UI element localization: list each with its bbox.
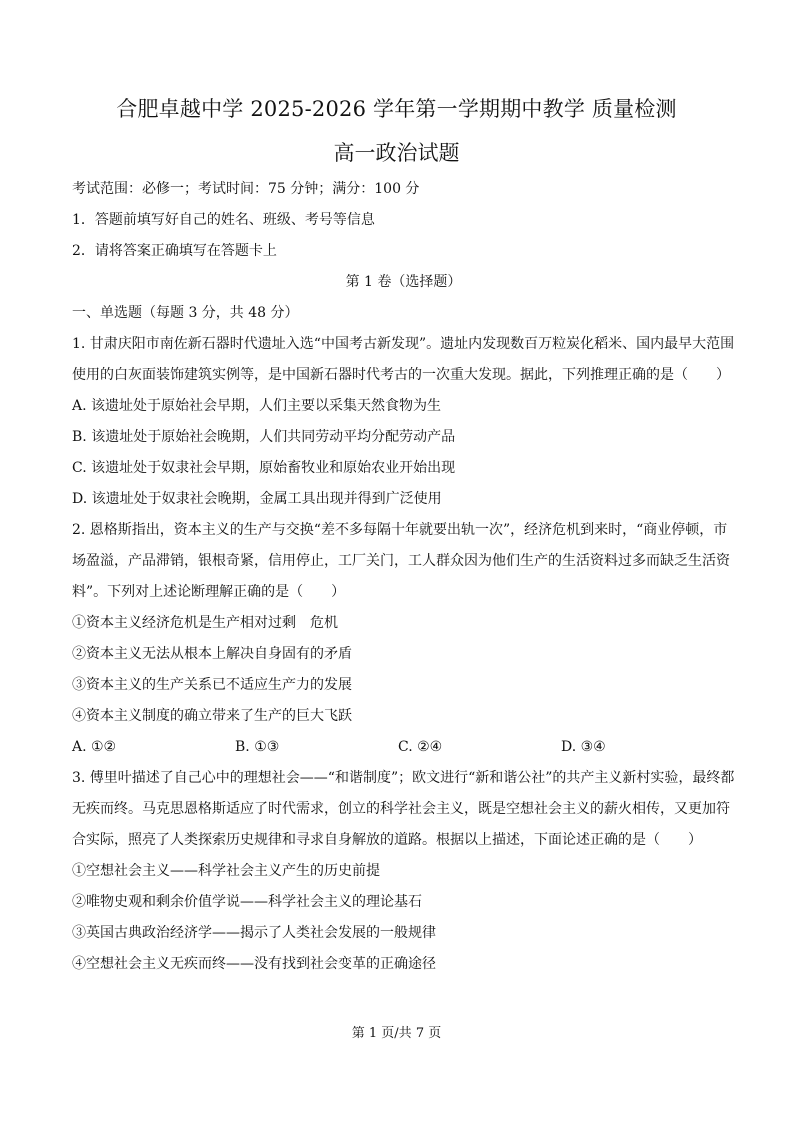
- exam-title: 合肥卓越中学 2025-2026 学年第一学期期中教学 质量检测: [116, 97, 677, 121]
- question-2-item-2: ②资本主义无法从根本上解决自身固有的矛盾: [72, 646, 352, 662]
- exam-body: [72, 174, 735, 980]
- instruction-2: 2．请将答案正确填写在答题卡上: [72, 243, 277, 259]
- question-3-item-1: ①空想社会主义——科学社会主义产生的历史前提: [72, 863, 380, 879]
- instruction-1: 1．答题前填写好自己的姓名、班级、考号等信息: [72, 212, 375, 228]
- question-2-item-1: ①资本主义经济危机是生产相对过剩 危机: [72, 615, 338, 631]
- exam-info: 考试范围：必修一；考试时间：75 分钟；满分：100 分: [72, 181, 420, 197]
- question-2-stem: 2. 恩格斯指出，资本主义的生产与交换“差不多每隔十年就要出轨一次”，经济危机到来时，“商业停顿，市场盈溢，产品滞销，银根奇紧，信用停止，工厂关门，工人群众因为他们生产的生活资料过多而缺乏生活资料”。下列对上述论断理解正确的是（ ）: [72, 522, 730, 600]
- question-2-option-b: B. ①③: [235, 739, 280, 755]
- section-heading: 一、单选题（每题 3 分，共 48 分）: [72, 305, 299, 321]
- question-1-stem: 1. 甘肃庆阳市南佐新石器时代遗址入选“中国考古新发现”。遗址内发现数百万粒炭化稻米、国内最早大范围使用的白灰面装饰建筑实例等，是中国新石器时代考古的一次重大发现。据此，下列推理正确的是（ ）: [72, 336, 735, 383]
- question-1-option-c: C. 该遗址处于奴隶社会早期，原始畜牧业和原始农业开始出现: [72, 460, 456, 476]
- page-number: 第 1 页/共 7 页: [351, 1026, 442, 1041]
- question-1-option-b: B. 该遗址处于原始社会晚期，人们共同劳动平均分配劳动产品: [72, 429, 456, 445]
- question-2-item-3: ③资本主义的生产关系已不适应生产力的发展: [72, 677, 352, 693]
- question-3-item-2: ②唯物史观和剩余价值学说——科学社会主义的理论基石: [72, 894, 422, 910]
- exam-subtitle: 高一政治试题: [333, 141, 460, 165]
- question-2-option-d: D. ③④: [561, 739, 606, 755]
- question-1-option-a: A. 该遗址处于原始社会早期，人们主要以采集天然食物为生: [72, 398, 442, 414]
- question-2-item-4: ④资本主义制度的确立带来了生产的巨大飞跃: [72, 708, 352, 724]
- question-3-item-3: ③英国古典政治经济学——揭示了人类社会发展的一般规律: [72, 925, 436, 941]
- question-2-options: [72, 732, 735, 763]
- question-3-stem: 3. 傅里叶描述了自己心中的理想社会——“和谐制度”；欧文进行“新和谐公社”的共产主义新村实验，最终都无疾而终。马克思恩格斯适应了时代需求，创立的科学社会主义，既是空想社会主义的薪火相传，又更加符合实际，照亮了人类探索历史规律和寻求自身解放的道路。根据以上描述，下面论述正确的是（ ）: [72, 770, 735, 848]
- question-2-option-a: A. ①②: [72, 739, 117, 755]
- volume-heading: 第 1 卷（选择题）: [345, 274, 462, 290]
- question-2-option-c: C. ②④: [398, 739, 443, 755]
- question-1-option-d: D. 该遗址处于奴隶社会晚期，金属工具出现并得到广泛使用: [72, 491, 442, 507]
- question-3-item-4: ④空想社会主义无疾而终——没有找到社会变革的正确途径: [72, 956, 436, 972]
